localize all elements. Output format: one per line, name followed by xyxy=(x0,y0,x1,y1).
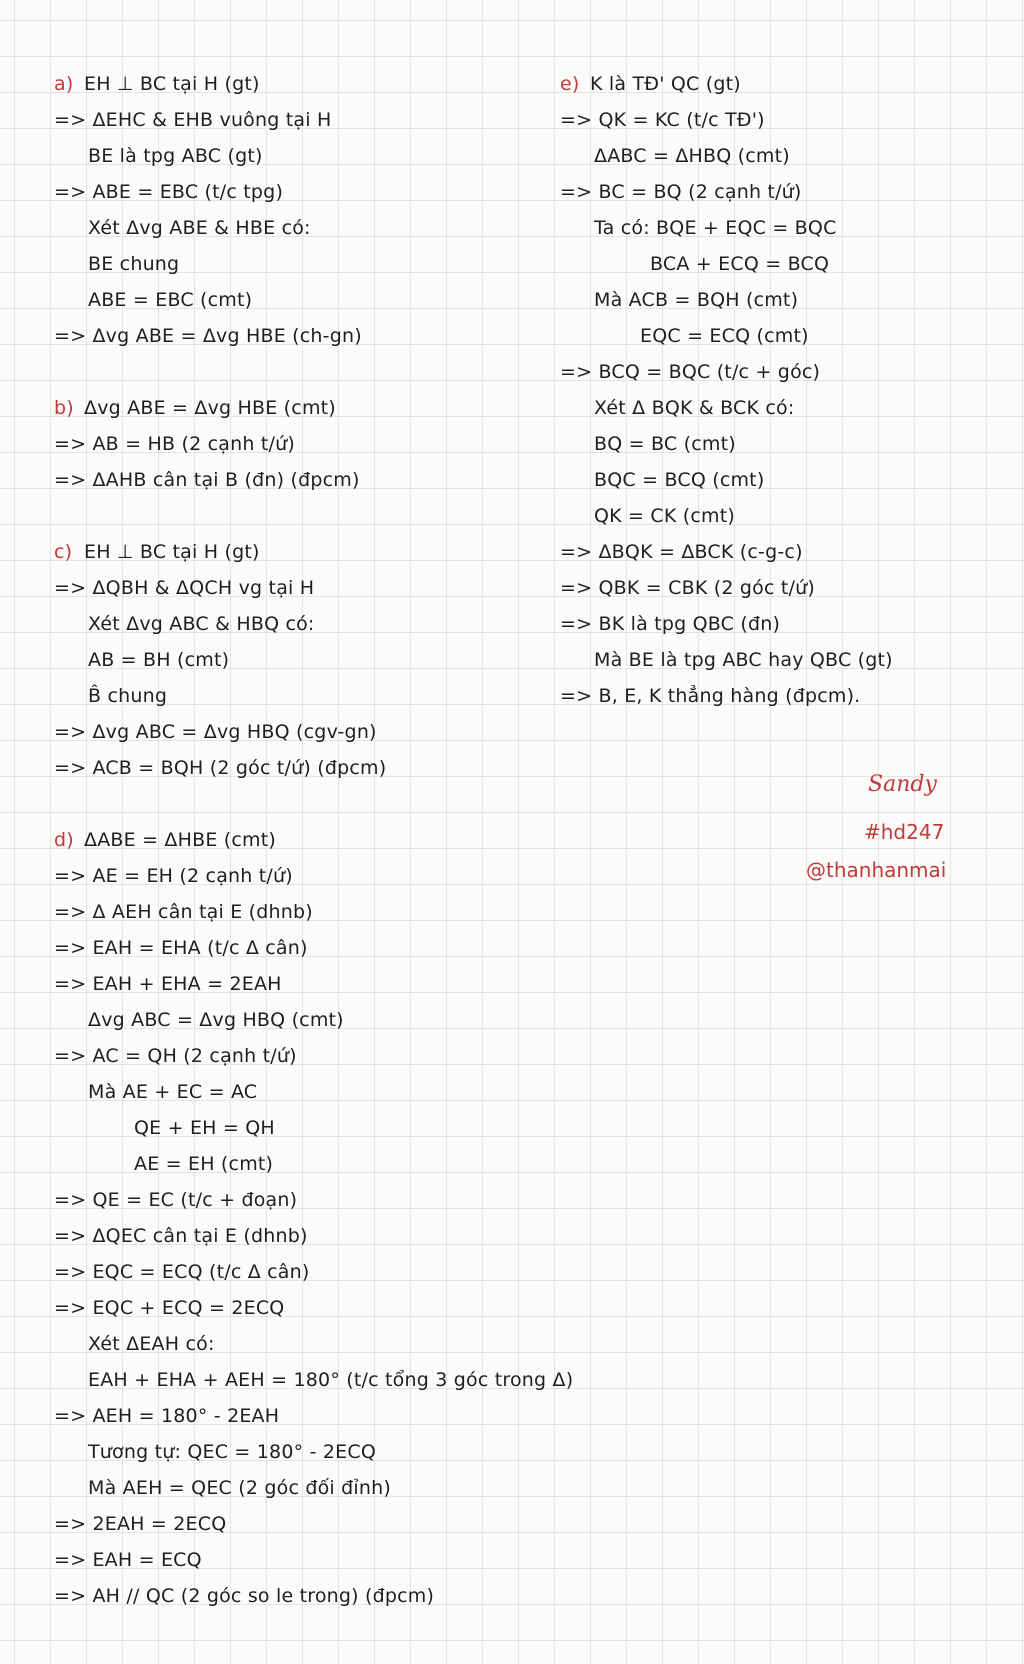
solution-line: => ΔQEC cân tại E (dhnb) xyxy=(54,1225,308,1247)
solution-line: EAH + EHA + AEH = 180° (t/c tổng 3 góc trong Δ) xyxy=(88,1369,574,1391)
solution-line: => 2EAH = 2ECQ xyxy=(54,1513,227,1535)
left-column xyxy=(54,66,574,1614)
solution-line: Tương tự: QEC = 180° - 2ECQ xyxy=(88,1441,376,1463)
solution-line: => EQC + ECQ = 2ECQ xyxy=(54,1297,285,1319)
solution-line: QE + EH = QH xyxy=(134,1117,275,1139)
solution-line: => QBK = CBK (2 góc t/ứ) xyxy=(560,577,815,599)
hashtag-text: #hd247 xyxy=(864,820,945,844)
solution-line: AB = BH (cmt) xyxy=(88,649,230,671)
solution-line: => Δ AEH cân tại E (dhnb) xyxy=(54,901,313,923)
part-label: e) xyxy=(560,73,580,95)
solution-line: => ΔAHB cân tại B (đn) (đpcm) xyxy=(54,469,360,491)
solution-line: Mà ACB = BQH (cmt) xyxy=(594,289,799,311)
solution-line: => Δvg ABC = Δvg HBQ (cgv-gn) xyxy=(54,721,377,743)
part-label: d) xyxy=(54,829,74,851)
solution-line: QK = CK (cmt) xyxy=(594,505,736,527)
spacer-line xyxy=(54,354,554,390)
solution-line: => EAH + EHA = 2EAH xyxy=(54,973,282,995)
solution-line: => EAH = EHA (t/c Δ cân) xyxy=(54,937,308,959)
right-column xyxy=(560,66,990,714)
solution-line: => AC = QH (2 cạnh t/ứ) xyxy=(54,1045,297,1067)
solution-line: => AH // QC (2 góc so le trong) (đpcm) xyxy=(54,1585,435,1607)
solution-line: EQC = ECQ (cmt) xyxy=(640,325,809,347)
solution-line: Mà AEH = QEC (2 góc đối đỉnh) xyxy=(88,1477,391,1499)
solution-line: Xét Δvg ABC & HBQ có: xyxy=(88,613,315,635)
solution-line: => BC = BQ (2 cạnh t/ứ) xyxy=(560,181,802,203)
solution-line: => AB = HB (2 cạnh t/ứ) xyxy=(54,433,295,455)
solution-line: => Δvg ABE = Δvg HBE (ch-gn) xyxy=(54,325,362,347)
author-handle: @thanhanmai xyxy=(806,858,947,882)
solution-line: => B, E, K thẳng hàng (đpcm). xyxy=(560,685,861,707)
solution-line: => BK là tpg QBC (đn) xyxy=(560,613,781,635)
solution-line: => AE = EH (2 cạnh t/ứ) xyxy=(54,865,293,887)
solution-line: => AEH = 180° - 2EAH xyxy=(54,1405,280,1427)
solution-line: BE là tpg ABC (gt) xyxy=(88,145,263,167)
solution-line: => BCQ = BQC (t/c + góc) xyxy=(560,361,821,383)
solution-line: e) K là TĐ' QC (gt) xyxy=(560,66,990,102)
solution-line: a) EH ⊥ BC tại H (gt) xyxy=(54,66,554,102)
spacer-line xyxy=(54,786,554,822)
spacer-line xyxy=(54,498,554,534)
part-label: a) xyxy=(54,73,74,95)
solution-line: => ΔQBH & ΔQCH vg tại H xyxy=(54,577,315,599)
part-label: c) xyxy=(54,541,73,563)
solution-line: BQC = BCQ (cmt) xyxy=(594,469,765,491)
solution-line: Mà BE là tpg ABC hay QBC (gt) xyxy=(594,649,893,671)
solution-line: => ABE = EBC (t/c tpg) xyxy=(54,181,284,203)
solution-line: Xét ΔEAH có: xyxy=(88,1333,215,1355)
solution-line: => EQC = ECQ (t/c Δ cân) xyxy=(54,1261,310,1283)
solution-line: c) EH ⊥ BC tại H (gt) xyxy=(54,534,554,570)
solution-line: AE = EH (cmt) xyxy=(134,1153,274,1175)
solution-line: => ACB = BQH (2 góc t/ứ) (đpcm) xyxy=(54,757,387,779)
solution-line: Xét Δ BQK & BCK có: xyxy=(594,397,795,419)
solution-line: B̂ chung xyxy=(88,685,168,707)
solution-line: => QE = EC (t/c + đoạn) xyxy=(54,1189,298,1211)
solution-line: BCA + ECQ = BCQ xyxy=(650,253,830,275)
solution-line: d) ΔABE = ΔHBE (cmt) xyxy=(54,822,554,858)
author-signature: Sandy xyxy=(868,772,937,797)
solution-line: ABE = EBC (cmt) xyxy=(88,289,253,311)
solution-line: ΔABC = ΔHBQ (cmt) xyxy=(594,145,790,167)
solution-line: Mà AE + EC = AC xyxy=(88,1081,258,1103)
solution-line: BQ = BC (cmt) xyxy=(594,433,736,455)
solution-line: Xét Δvg ABE & HBE có: xyxy=(88,217,311,239)
part-label: b) xyxy=(54,397,74,419)
solution-line: => QK = KC (t/c TĐ') xyxy=(560,109,765,131)
solution-line: Δvg ABC = Δvg HBQ (cmt) xyxy=(88,1009,344,1031)
solution-line: b) Δvg ABE = Δvg HBE (cmt) xyxy=(54,390,554,426)
solution-line: Ta có: BQE + EQC = BQC xyxy=(594,217,837,239)
solution-line: => ΔBQK = ΔBCK (c-g-c) xyxy=(560,541,803,563)
solution-line: => EAH = ECQ xyxy=(54,1549,202,1571)
solution-line: BE chung xyxy=(88,253,180,275)
solution-line: => ΔEHC & EHB vuông tại H xyxy=(54,109,332,131)
